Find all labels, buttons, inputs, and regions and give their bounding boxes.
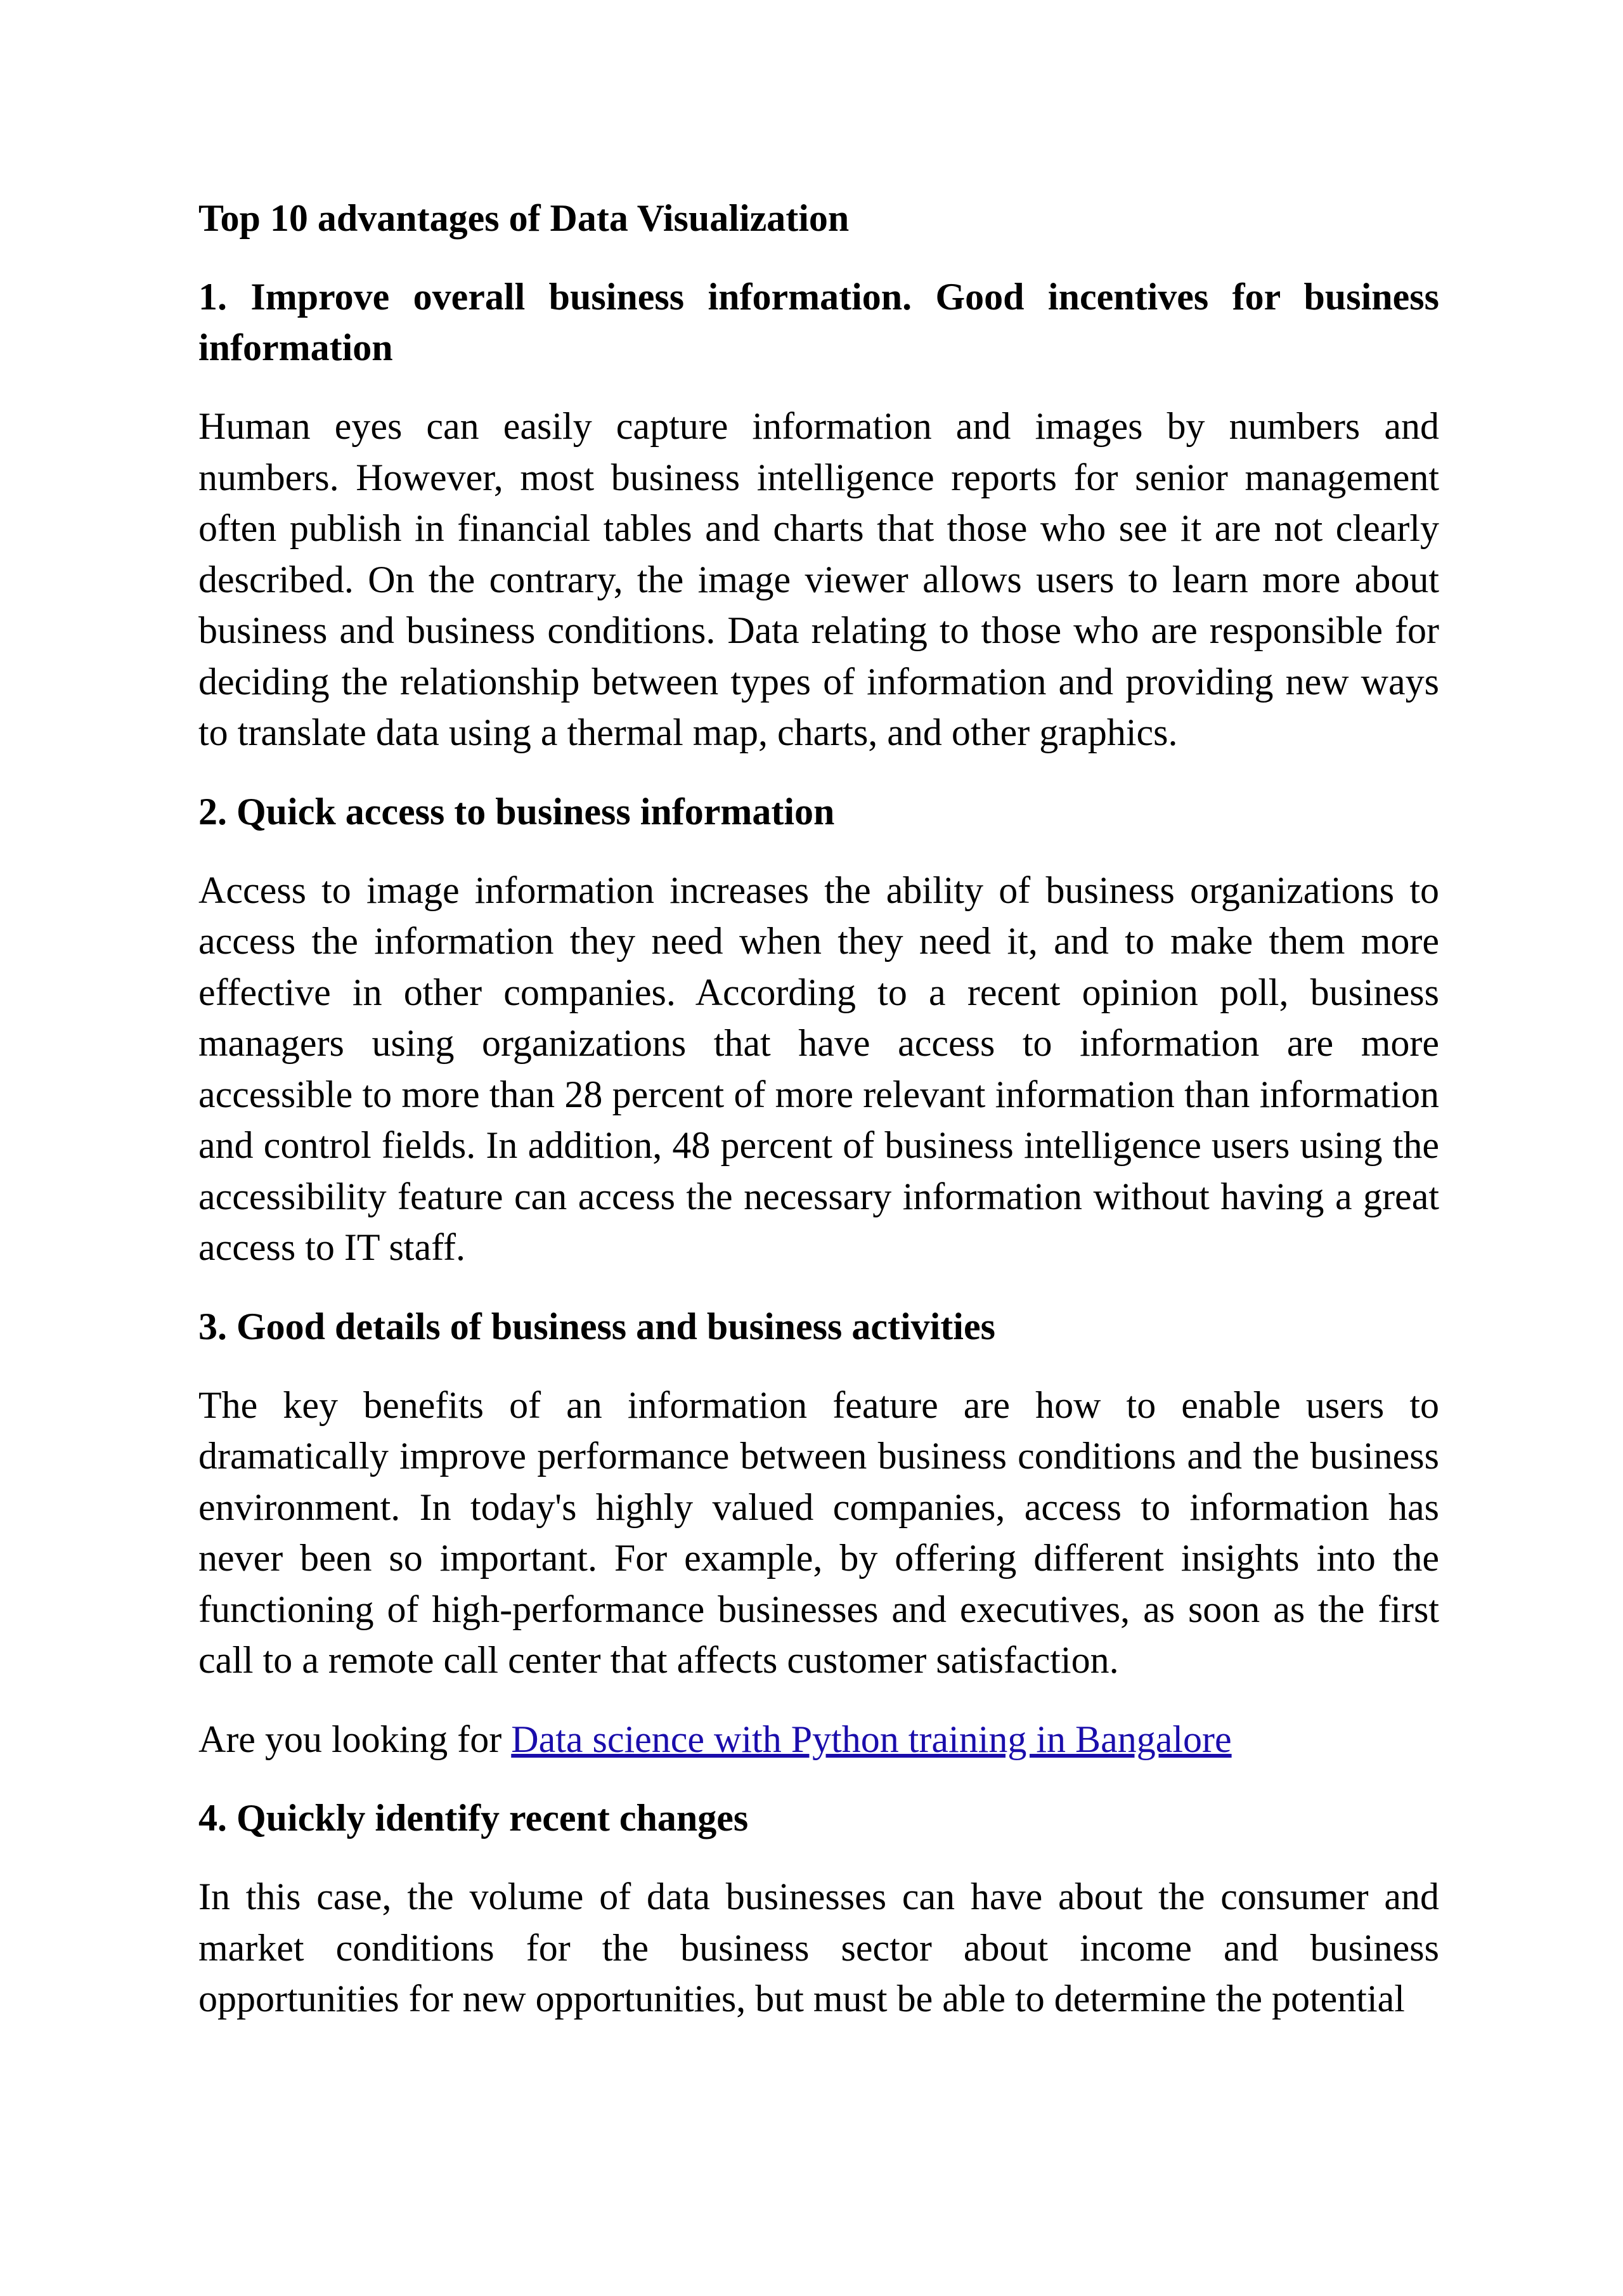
section-heading-4: 4. Quickly identify recent changes <box>198 1797 749 1839</box>
section-heading-2: 2. Quick access to business information <box>198 790 835 833</box>
section-heading-1: 1. Improve overall business information. Good incentives for business information <box>198 276 1439 368</box>
section-body-1: Human eyes can easily capture information and images by numbers and numbers. However, most business intelligence reports for senior management often publish in financial tables and charts that those who see it are not clearly described. On the contrary, the image viewer allows users to learn more about business and business conditions. Data relating to those who are responsible for deciding the relationship between types of information and providing new ways to translate data using a thermal map, charts, and other graphics. <box>198 405 1439 753</box>
section-body-2: Access to image information increases the ability of business organizations to access the information they need when they need it, and to make them more effective in other companies. According to a recent opinion poll, business managers using organizations that have access to information are more accessible to more than 28 percent of more relevant information than information and control fields. In addition, 48 percent of business intelligence users using the accessibility feature can access the necessary information without having a great access to IT staff. <box>198 869 1439 1268</box>
section-heading-3: 3. Good details of business and business activities <box>198 1305 995 1347</box>
promo-line <box>198 1714 1439 1765</box>
section-body-3: The key benefits of an information feature are how to enable users to dramatically improve performance between business conditions and the business environment. In today's highly valued companies, access to information has never been so important. For example, by offering different insights into the functioning of high-performance businesses and executives, as soon as the first call to a remote call center that affects customer satisfaction. <box>198 1384 1439 1681</box>
document-title: Top 10 advantages of Data Visualization <box>198 197 850 239</box>
training-link[interactable]: Data science with Python training in Bangalore <box>511 1718 1232 1760</box>
document-content <box>198 193 1439 2025</box>
promo-prefix: Are you looking for <box>198 1718 512 1760</box>
section-body-4: In this case, the volume of data businesses can have about the consumer and market conditions for the business sector about income and business opportunities for new opportunities, but must be able to determine the potential <box>198 1876 1439 2020</box>
